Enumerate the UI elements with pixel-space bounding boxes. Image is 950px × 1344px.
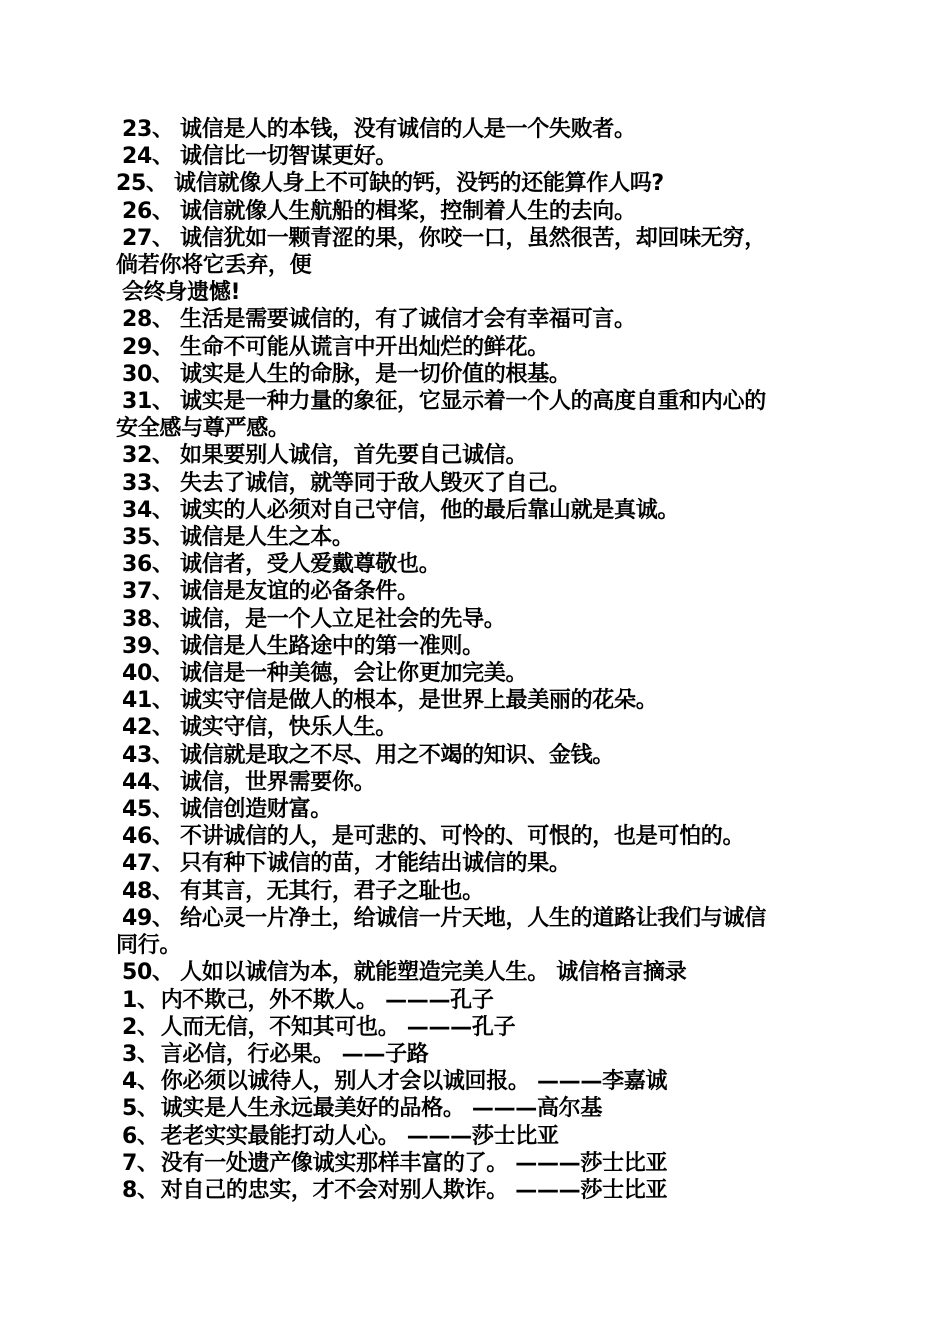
quote-text: 你必须以诚待人，别人才会以诚回报。 ———李嘉诚: [160, 1069, 668, 1095]
item-text: 有其言，无其行，君子之耻也。: [180, 878, 484, 904]
saying-continuation: [116, 415, 836, 442]
saying-item: [116, 198, 836, 225]
quote-number: 1、: [122, 987, 159, 1013]
saying-item: [116, 606, 836, 633]
saying-item: [116, 170, 836, 197]
item-text: 同行。: [116, 933, 182, 959]
item-number: 27、: [122, 225, 174, 251]
item-text: 诚信，是一个人立足社会的先导。: [180, 606, 506, 632]
quote-item: [116, 1068, 836, 1095]
quote-number: 3、: [122, 1041, 159, 1067]
item-text: 诚实是人生的命脉，是一切价值的根基。: [180, 361, 571, 387]
item-text: 诚信就像人身上不可缺的钙，没钙的还能算作人吗?: [174, 171, 664, 197]
item-text: 诚信创造财富。: [180, 797, 332, 823]
item-number: 41、: [122, 688, 174, 714]
item-text: 会终身遗憾!: [122, 280, 241, 306]
saying-item: [116, 470, 836, 497]
item-text: 诚信是人的本钱，没有诚信的人是一个失败者。: [180, 117, 636, 142]
saying-item: [116, 769, 836, 796]
item-text: 不讲诚信的人，是可悲的、可怜的、可恨的，也是可怕的。: [180, 824, 745, 850]
item-number: 50、: [122, 960, 174, 986]
quote-item: [116, 1014, 836, 1041]
item-text: 诚信者，受人爱戴尊敬也。: [180, 552, 441, 578]
item-number: 48、: [122, 878, 174, 904]
item-number: 44、: [122, 769, 174, 795]
saying-item: [116, 306, 836, 333]
item-text: 人如以诚信为本，就能塑造完美人生。 诚信格言摘录: [180, 960, 687, 986]
saying-item: [116, 660, 836, 687]
quote-item: [116, 1095, 836, 1122]
saying-item: [116, 143, 836, 170]
item-number: 47、: [122, 851, 174, 877]
item-number: 42、: [122, 715, 174, 741]
item-text: 诚信，世界需要你。: [180, 769, 376, 795]
item-number: 23、: [122, 117, 174, 142]
item-text: 只有种下诚信的苗，才能结出诚信的果。: [180, 851, 571, 877]
saying-list: [116, 116, 836, 987]
quote-item: [116, 1150, 836, 1177]
quote-number: 6、: [122, 1123, 159, 1149]
saying-item: [116, 905, 836, 932]
item-text: 诚实守信是做人的根本，是世界上最美丽的花朵。: [180, 688, 658, 714]
quote-item: [116, 1041, 836, 1068]
item-text: 诚信是一种美德，会让你更加完美。: [180, 661, 528, 687]
item-number: 38、: [122, 606, 174, 632]
item-number: 36、: [122, 552, 174, 578]
item-number: 33、: [122, 470, 174, 496]
saying-item: [116, 687, 836, 714]
item-text: 生活是需要诚信的，有了诚信才会有幸福可言。: [180, 307, 636, 333]
item-number: 26、: [122, 198, 174, 224]
item-number: 43、: [122, 742, 174, 768]
quote-number: 7、: [122, 1150, 159, 1176]
saying-item: [116, 524, 836, 551]
item-number: 29、: [122, 334, 174, 360]
item-text: 诚信比一切智谋更好。: [180, 144, 398, 170]
item-text: 诚信是人生路途中的第一准则。: [180, 633, 484, 659]
quote-text: 没有一处遗产像诚实那样丰富的了。 ———莎士比亚: [160, 1150, 668, 1176]
quote-item: [116, 987, 836, 1014]
quote-text: 对自己的忠实，才不会对别人欺诈。 ———莎士比亚: [160, 1177, 668, 1203]
quote-number: 5、: [122, 1096, 159, 1122]
item-number: 49、: [122, 905, 174, 931]
item-text: 诚实守信，快乐人生。: [180, 715, 398, 741]
item-number: 46、: [122, 824, 174, 850]
saying-item: [116, 497, 836, 524]
item-number: 25、: [116, 171, 168, 197]
saying-item: [116, 442, 836, 469]
item-text: 诚信是友谊的必备条件。: [180, 579, 419, 605]
saying-item: [116, 823, 836, 850]
item-text: 安全感与尊严感。: [116, 416, 290, 442]
saying-item: [116, 116, 836, 143]
item-text: 给心灵一片净土，给诚信一片天地，人生的道路让我们与诚信: [180, 905, 766, 931]
item-text: 诚信是人生之本。: [180, 525, 354, 551]
item-text: 倘若你将它丢弃，便: [116, 253, 312, 279]
saying-item: [116, 388, 836, 415]
quote-text: 老老实实最能打动人心。 ———莎士比亚: [160, 1123, 559, 1149]
item-number: 32、: [122, 443, 174, 469]
saying-item: [116, 850, 836, 877]
saying-item: [116, 361, 836, 388]
quote-number: 8、: [122, 1177, 159, 1203]
quote-number: 2、: [122, 1014, 159, 1040]
item-number: 45、: [122, 797, 174, 823]
saying-item: [116, 959, 836, 986]
saying-item: [116, 796, 836, 823]
saying-item: [116, 551, 836, 578]
saying-continuation: [116, 932, 836, 959]
saying-item: [116, 742, 836, 769]
quote-item: [116, 1123, 836, 1150]
saying-item: [116, 225, 836, 252]
item-text: 生命不可能从谎言中开出灿烂的鲜花。: [180, 334, 549, 360]
item-text: 诚实的人必须对自己守信，他的最后靠山就是真诚。: [180, 497, 680, 523]
item-number: 40、: [122, 661, 174, 687]
item-text: 如果要别人诚信，首先要自己诚信。: [180, 443, 528, 469]
item-number: 24、: [122, 144, 174, 170]
saying-item: [116, 578, 836, 605]
quote-list: [116, 987, 836, 1205]
quote-item: [116, 1177, 836, 1204]
item-number: 37、: [122, 579, 174, 605]
item-number: 28、: [122, 307, 174, 333]
item-text: 诚实是一种力量的象征，它显示着一个人的高度自重和内心的: [180, 389, 766, 415]
item-text: 诚信就像人生航船的楫桨，控制着人生的去向。: [180, 198, 636, 224]
item-text: 诚信犹如一颗青涩的果，你咬一口，虽然很苦，却回味无穷，: [180, 225, 766, 251]
document-body: [116, 116, 836, 1204]
saying-item: [116, 334, 836, 361]
item-text: 诚信就是取之不尽、用之不竭的知识、金钱。: [180, 742, 615, 768]
saying-continuation: [116, 252, 836, 279]
saying-item: [116, 633, 836, 660]
quote-text: 内不欺己，外不欺人。 ———孔子: [160, 987, 494, 1013]
quote-text: 言必信，行必果。 ——子路: [160, 1041, 429, 1067]
saying-continuation: [116, 279, 836, 306]
item-number: 34、: [122, 497, 174, 523]
quote-text: 诚实是人生永远最美好的品格。 ———高尔基: [160, 1096, 603, 1122]
saying-item: [116, 878, 836, 905]
item-number: 30、: [122, 361, 174, 387]
saying-item: [116, 714, 836, 741]
quote-number: 4、: [122, 1069, 159, 1095]
item-text: 失去了诚信，就等同于敌人毁灭了自己。: [180, 470, 571, 496]
item-number: 35、: [122, 525, 174, 551]
quote-text: 人而无信，不知其可也。 ———孔子: [160, 1014, 516, 1040]
item-number: 39、: [122, 633, 174, 659]
item-number: 31、: [122, 389, 174, 415]
